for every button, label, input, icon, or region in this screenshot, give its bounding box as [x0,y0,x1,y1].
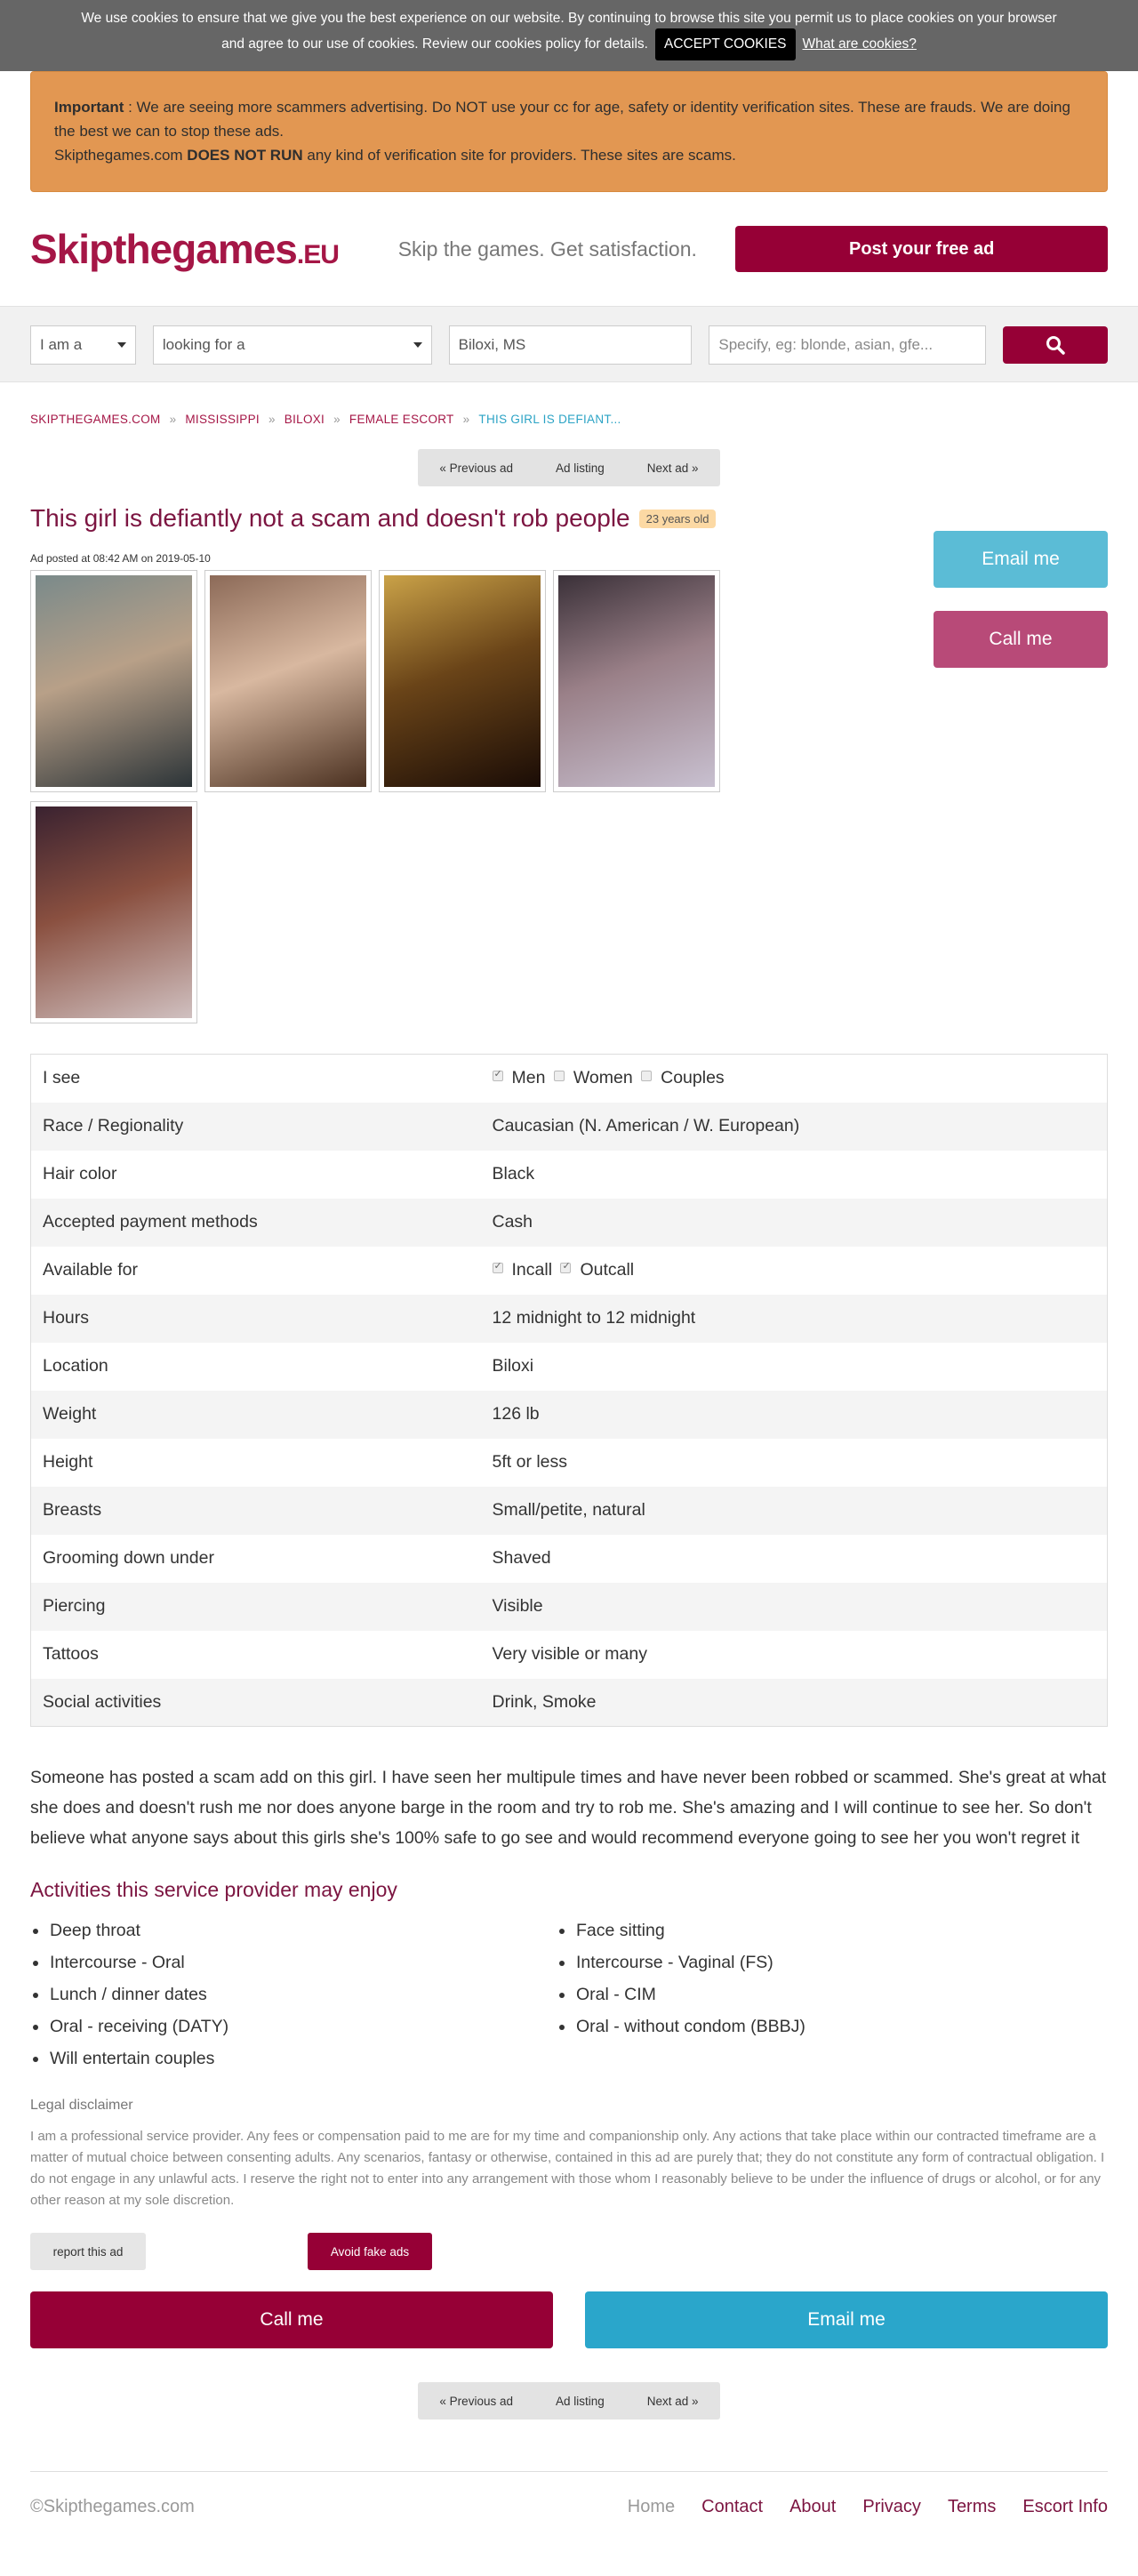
warning-tail: any kind of verification site for providers. These sites are scams. [302,147,736,164]
email-me-button[interactable]: Email me [934,531,1108,588]
attr-value: 12 midnight to 12 midnight [492,1308,696,1328]
attr-value: Visible [492,1596,543,1616]
table-row [31,1631,1108,1679]
attr-label: Hours [43,1308,90,1328]
contact-sidebar [934,531,1108,691]
next-ad-button[interactable]: Next ad » [626,2382,720,2420]
footer-link-escort-info[interactable]: Escort Info [1022,2497,1108,2516]
i-am-value: I am a [40,336,83,353]
legal-heading: Legal disclaimer [30,2098,133,2113]
photo [36,807,192,1018]
specify-input[interactable] [709,325,986,365]
photo-thumbnail[interactable] [204,570,372,792]
ad-listing-button[interactable]: Ad listing [534,2382,626,2420]
site-footer [30,2471,1108,2542]
accept-cookies-button[interactable]: ACCEPT COOKIES [655,28,796,60]
scam-warning [30,71,1108,192]
warning-strong: DOES NOT RUN [187,147,303,164]
list-item: Intercourse - Vaginal (FS) [557,1946,1083,1978]
activities-right [557,1914,1083,2074]
attr-value [481,1055,1108,1103]
search-bar [0,306,1138,382]
photo-thumbnail[interactable] [30,801,197,1023]
previous-ad-button[interactable]: « Previous ad [418,449,534,486]
attr-value: Small/petite, natural [492,1500,645,1520]
next-ad-button[interactable]: Next ad » [626,449,720,486]
option-label: Men [511,1068,546,1088]
legal-disclaimer: I am a professional service provider. Any fees or compensation paid to me are for my time and companionship only. Any actions that take place within our contracted timeframe are a matter of mutual choice between consenting adults. Any scenarios, fantasy or otherwise, contained in this ad are purely that; they do not constitute any form of contractual obligation. I do not engage in any unlawful acts. I reserve the right not to enter into any arrangement with those whom I reasonably believe to be under the influence of drugs or alcohol, or for any other reason at my sole discretion. [30,2129,1105,2208]
table-row [31,1487,1108,1535]
table-row [31,1151,1108,1199]
option-label: Couples [661,1068,725,1088]
i-am-select[interactable] [30,325,136,365]
table-row [31,1247,1108,1295]
list-item: Intercourse - Oral [30,1946,557,1978]
ad-description: Someone has posted a scam add on this girl. I have seen her multipule times and have never been robbed or scammed. She's great at what she does and doesn't rush me nor does anyone barge in the room and try to rob me. She's amazing and I will continue to see her. So don't believe what anyone says about this girls she's 100% safe to go see and would recommend everyone going to see her you won't regret it [30,1768,1107,1848]
search-icon [1046,335,1065,355]
footer-link-privacy[interactable]: Privacy [862,2497,921,2516]
attr-value: 5ft or less [492,1452,568,1472]
attr-value: Very visible or many [492,1644,647,1664]
attr-label: Piercing [43,1596,106,1616]
list-item: Lunch / dinner dates [30,1978,557,2010]
list-item: Oral - CIM [557,1978,1083,2010]
table-row [31,1199,1108,1247]
chevron-down-icon [413,342,422,348]
what-are-cookies-link[interactable]: What are cookies? [802,36,917,52]
avoid-fake-ads-button[interactable]: Avoid fake ads [308,2233,432,2270]
site-logo[interactable] [30,225,368,273]
footer-link-contact[interactable]: Contact [701,2497,764,2516]
attr-value: Shaved [492,1548,551,1568]
attr-label: I see [43,1068,81,1088]
photo [36,575,192,787]
attr-label: Hair color [43,1164,117,1184]
list-item: Oral - receiving (DATY) [30,2010,557,2042]
option-label: Outcall [580,1260,635,1280]
option-label: Incall [511,1260,553,1280]
attr-label: Race / Regionality [43,1116,184,1136]
table-row [31,1055,1108,1103]
attr-value: Drink, Smoke [492,1691,597,1712]
footer-nav [628,2497,1108,2517]
chevron-down-icon [117,342,126,348]
breadcrumb-category[interactable]: FEMALE ESCORT [349,413,454,426]
breadcrumb-city[interactable]: BILOXI [284,413,325,426]
call-me-button-bottom[interactable]: Call me [30,2291,553,2348]
list-item: Face sitting [557,1914,1083,1946]
post-free-ad-button[interactable]: Post your free ad [735,226,1108,272]
checkbox-checked [493,1071,503,1081]
list-item: Will entertain couples [30,2042,557,2074]
list-item: Deep throat [30,1914,557,1946]
breadcrumb-sep: » [333,413,341,426]
activities-list [30,1914,1108,2074]
attr-value: Cash [492,1212,533,1232]
ad-pager-bottom [30,2382,1108,2420]
attr-value: Caucasian (N. American / W. European) [492,1116,800,1136]
list-item: Oral - without condom (BBBJ) [557,2010,1083,2042]
photo [384,575,541,787]
ad-main [30,504,1108,1023]
activities-heading: Activities this service provider may enjoy [30,1878,397,1901]
table-row [31,1343,1108,1391]
photo [558,575,715,787]
attr-label: Location [43,1356,108,1376]
search-button[interactable] [1003,326,1108,364]
attr-value: 126 lb [492,1404,540,1424]
warning-text: : We are seeing more scammers advertising. Do NOT use your cc for age, safety or identity verification sites. These are frauds. We are doing the best we can to stop these ads. [54,99,1070,140]
logo-suffix: .EU [296,240,339,269]
footer-link-terms[interactable]: Terms [947,2497,997,2516]
footer-link-home[interactable]: Home [627,2497,676,2516]
breadcrumb-sep: » [169,413,177,426]
attributes-table [30,1054,1108,1727]
photo [210,575,366,787]
warning-label: Important [54,99,124,116]
cookie-banner [0,0,1138,71]
checkbox-checked [560,1263,571,1273]
previous-ad-button[interactable]: « Previous ad [418,2382,534,2420]
table-row [31,1391,1108,1439]
logo-text: Skipthegames [30,226,297,272]
location-input[interactable] [449,325,693,365]
photo-thumbnail[interactable] [379,570,546,792]
tagline: Skip the games. Get satisfaction. [397,237,697,261]
looking-for-value: looking for a [162,336,245,353]
breadcrumb-state[interactable]: MISSISSIPPI [185,413,260,426]
attr-label: Social activities [43,1691,162,1712]
warning-site: Skipthegames.com [54,147,188,164]
breadcrumb-home[interactable]: SKIPTHEGAMES.COM [30,413,161,426]
looking-for-select[interactable] [153,325,432,365]
ad-title: This girl is defiantly not a scam and doesn't rob people [30,504,630,532]
site-header [30,192,1108,306]
age-badge: 23 years old [639,510,717,528]
option-label: Women [573,1068,633,1088]
attr-label: Weight [43,1404,97,1424]
cookie-text-1: We use cookies to ensure that we give you the best experience on our website. By continuing to browse this site you permit us to place cookies on your browser [81,11,1057,26]
checkbox-checked [493,1263,503,1273]
copyright: ©Skipthegames.com [30,2497,195,2516]
table-row [31,1583,1108,1631]
call-me-button[interactable]: Call me [934,611,1108,668]
checkbox-unchecked [641,1071,652,1081]
checkbox-unchecked [554,1071,565,1081]
ad-pager-top [30,449,1108,486]
posted-date: Ad posted at 08:42 AM on 2019-05-10 [30,552,211,565]
email-me-button-bottom[interactable]: Email me [585,2291,1108,2348]
table-row [31,1679,1108,1727]
attr-label: Breasts [43,1500,102,1520]
ad-listing-button[interactable]: Ad listing [534,449,626,486]
photo-thumbnail[interactable] [30,570,197,792]
attr-label: Grooming down under [43,1548,214,1568]
report-ad-button[interactable]: report this ad [30,2233,146,2270]
attr-label: Accepted payment methods [43,1212,258,1232]
breadcrumb [30,413,1108,426]
attr-label: Tattoos [43,1644,99,1664]
footer-link-about[interactable]: About [789,2497,837,2516]
table-row [31,1103,1108,1151]
table-row [31,1295,1108,1343]
attr-label: Available for [43,1260,138,1280]
attr-value: Black [492,1164,535,1184]
breadcrumb-sep: » [268,413,276,426]
attr-value [481,1247,1108,1295]
attr-value: Biloxi [492,1356,534,1376]
attr-label: Height [43,1452,93,1472]
photo-thumbnail[interactable] [553,570,720,792]
activities-left [30,1914,557,2074]
breadcrumb-current: THIS GIRL IS DEFIANT... [478,413,621,426]
table-row [31,1439,1108,1487]
photo-gallery [30,570,795,1023]
cookie-text-2: and agree to our use of cookies. Review our cookies policy for details. [221,36,648,52]
table-row [31,1535,1108,1583]
breadcrumb-sep: » [462,413,470,426]
